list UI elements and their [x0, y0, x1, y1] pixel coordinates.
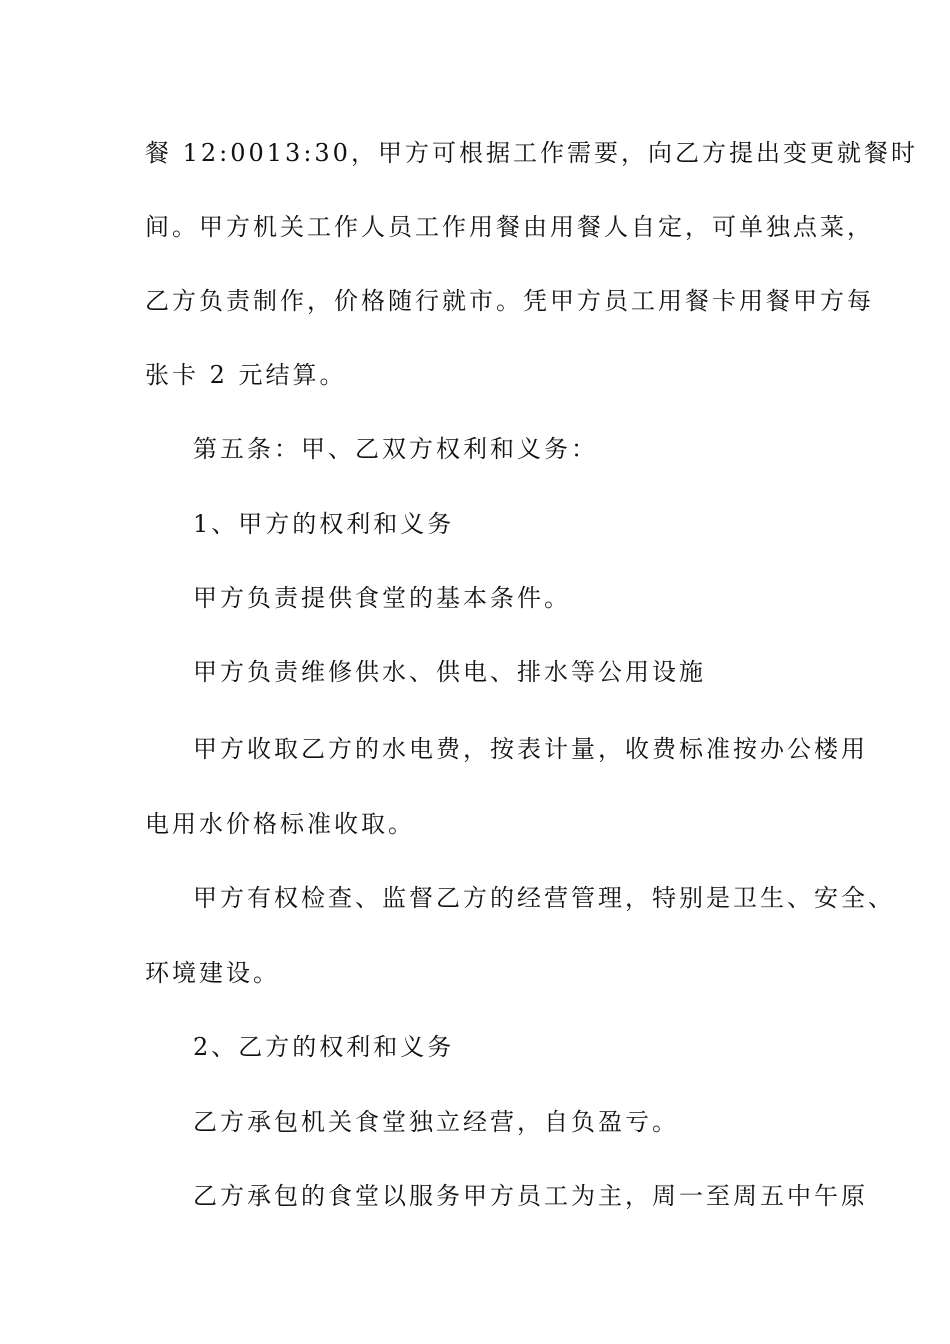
text-line: 电用水价格标准收取。	[145, 810, 415, 838]
subsection-heading: 1、甲方的权利和义务	[193, 510, 455, 538]
text-line: 乙方负责制作，价格随行就市。凭甲方员工用餐卡用餐甲方每	[145, 287, 874, 315]
text-line: 餐 12:0013:30，甲方可根据工作需要，向乙方提出变更就餐时	[145, 139, 918, 167]
text-line: 张卡 2 元结算。	[145, 361, 347, 389]
text-line: 甲方有权检查、监督乙方的经营管理，特别是卫生、安全、	[193, 884, 895, 912]
text-line: 甲方负责维修供水、供电、排水等公用设施	[193, 658, 706, 686]
text-line: 乙方承包的食堂以服务甲方员工为主，周一至周五中午原	[193, 1182, 868, 1210]
text-line: 甲方负责提供食堂的基本条件。	[193, 584, 571, 612]
section-heading: 第五条：甲、乙双方权利和义务：	[193, 435, 598, 463]
text-line: 环境建设。	[145, 959, 280, 987]
text-line: 甲方收取乙方的水电费，按表计量，收费标准按办公楼用	[193, 735, 868, 763]
text-line: 间。甲方机关工作人员工作用餐由用餐人自定，可单独点菜，	[145, 213, 874, 241]
subsection-heading: 2、乙方的权利和义务	[193, 1033, 455, 1061]
text-line: 乙方承包机关食堂独立经营，自负盈亏。	[193, 1108, 679, 1136]
